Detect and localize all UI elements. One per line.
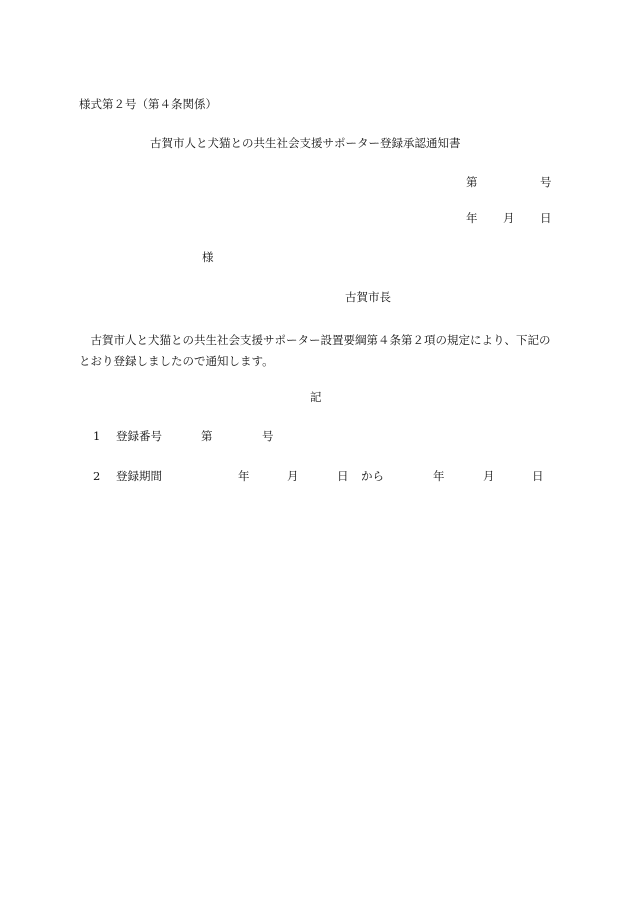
body-text: 古賀市人と犬猫との共生社会支援サポーター設置要綱第４条第２項の規定により、下記のとおり登録しましたので通知します。 — [79, 333, 551, 368]
date-month: 月 — [503, 211, 515, 225]
item-number: 1 — [93, 429, 101, 443]
form-number: 様式第２号（第４条関係） — [79, 97, 217, 111]
addressee-suffix: 様 — [202, 250, 214, 264]
registration-number-suffix: 号 — [262, 429, 274, 443]
period-from-year: 年 — [238, 469, 250, 483]
item-label: 登録番号 — [116, 429, 162, 443]
period-to-day: 日 — [532, 469, 544, 483]
period-to-month: 月 — [483, 469, 495, 483]
date-year: 年 — [466, 211, 478, 225]
issuer: 古賀市長 — [345, 290, 391, 304]
date-day: 日 — [540, 211, 552, 225]
period-from-label: から — [361, 469, 384, 483]
ki-heading: 記 — [310, 390, 322, 404]
item-number: 2 — [93, 469, 101, 483]
document-title: 古賀市人と犬猫との共生社会支援サポーター登録承認通知書 — [150, 136, 461, 150]
registration-number-prefix: 第 — [201, 429, 213, 443]
item-label: 登録期間 — [116, 469, 162, 483]
period-to-year: 年 — [433, 469, 445, 483]
doc-number-prefix: 第 — [466, 175, 478, 189]
period-from-day: 日 — [337, 469, 349, 483]
period-from-month: 月 — [287, 469, 299, 483]
doc-number-suffix: 号 — [540, 175, 552, 189]
